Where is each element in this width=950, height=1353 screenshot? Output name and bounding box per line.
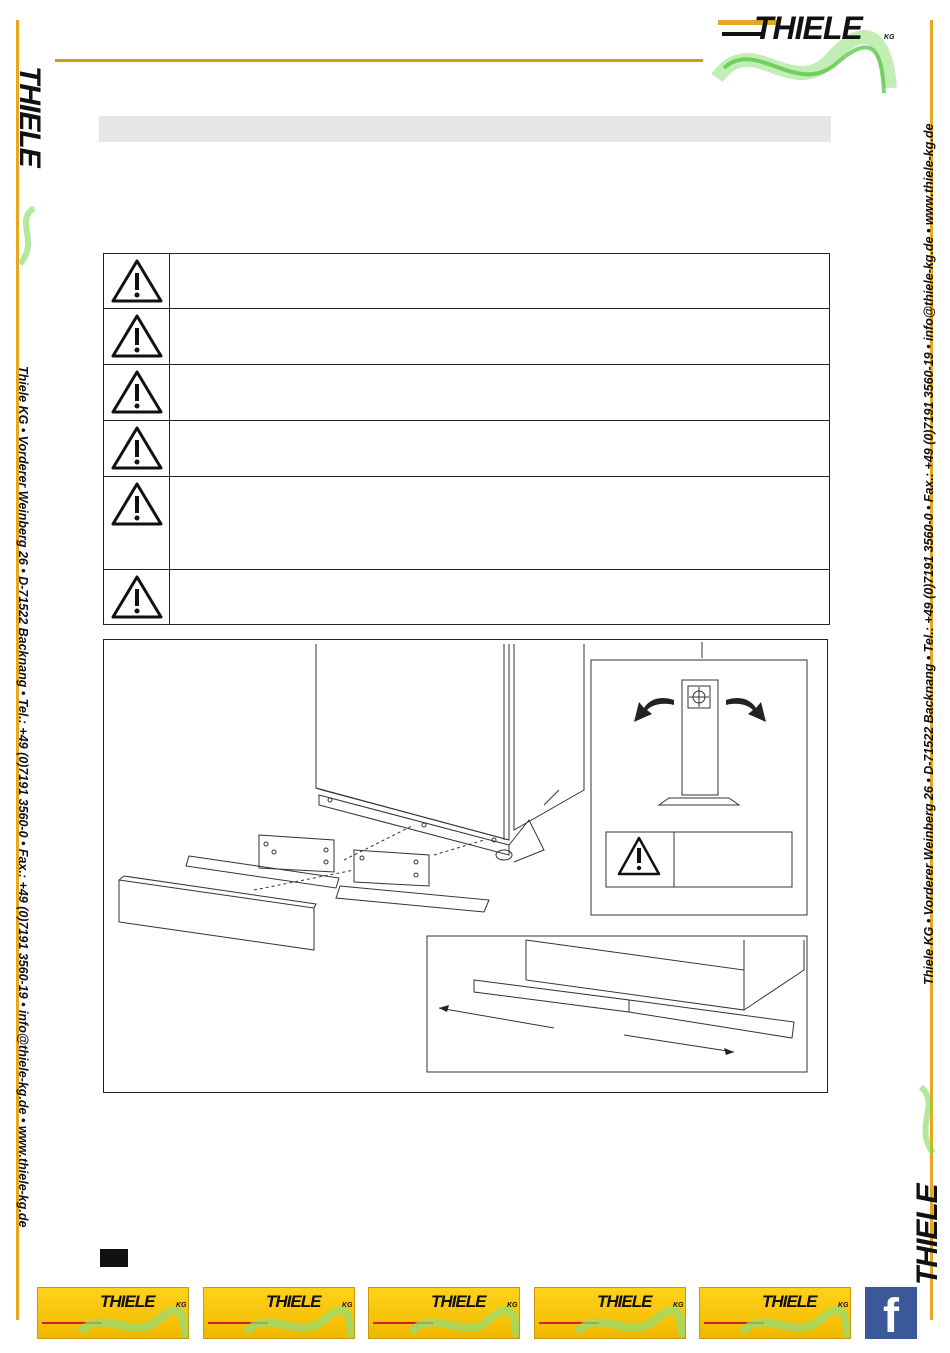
warning-text [170,254,829,308]
banner-wordmark: THIELE [762,1292,817,1311]
banner-kg: KG [673,1302,684,1309]
right-logo [905,1085,950,1285]
warning-triangle-icon [104,254,170,308]
warning-triangle-icon [104,309,170,364]
header-rule [55,59,703,62]
warning-row [104,309,829,365]
right-logo-swoosh-icon [911,1085,941,1155]
warning-text [170,421,829,476]
footer-banner[interactable] [368,1287,520,1339]
section-title-bar [99,116,831,142]
banner-kg: KG [507,1302,518,1309]
assembly-illustration [104,640,827,1092]
warning-triangle-icon [104,365,170,420]
right-logo-wordmark: THIELE [911,1184,944,1285]
warning-row [104,477,829,570]
logo-wordmark: THIELE [754,10,862,46]
facebook-letter: f [883,1290,899,1339]
warning-triangle-icon [104,477,170,569]
warning-text [170,365,829,420]
assembly-figure [103,639,828,1093]
footer-banner[interactable] [203,1287,355,1339]
banner-wordmark: THIELE [100,1292,155,1311]
right-contact-text: Thiele KG • Vorderer Weinberg 26 • D-71522 Backnang • Tel.: +49 (0)7191 3560-0 • Fax.: +49 (0)7191 3560-19 • info@thiele-kg.de • www.thiele-kg.de [922,123,936,985]
left-contact-text: Thiele KG • Vorderer Weinberg 26 • D-71522 Backnang • Tel.: +49 (0)7191 3560-0 • Fax.: +49 (0)7191 3560-19 • info@thiele-kg.de • www.thiele-kg.de [16,366,30,1228]
warning-row [104,570,829,624]
footer-banner[interactable] [534,1287,686,1339]
left-logo-swoosh-icon [12,206,42,266]
banner-wordmark: THIELE [266,1292,321,1311]
warning-row [104,254,829,309]
warnings-table [103,253,830,625]
warning-row [104,365,829,421]
header-logo [712,8,902,108]
left-logo [8,66,48,266]
warning-text [170,477,829,569]
warning-triangle-icon [104,421,170,476]
banner-kg: KG [176,1302,187,1309]
warning-text [170,309,829,364]
banner-kg: KG [342,1302,353,1309]
footer-banner[interactable] [37,1287,189,1339]
banner-wordmark: THIELE [597,1292,652,1311]
left-logo-wordmark: THIELE [13,66,46,167]
facebook-icon[interactable] [865,1287,917,1339]
warning-text [170,570,829,624]
banner-wordmark: THIELE [431,1292,486,1311]
warning-row [104,421,829,477]
page-number [100,1249,128,1267]
banner-kg: KG [838,1302,849,1309]
logo-kg: KG [884,34,895,41]
warning-triangle-icon [104,570,170,624]
footer-banner[interactable] [699,1287,851,1339]
